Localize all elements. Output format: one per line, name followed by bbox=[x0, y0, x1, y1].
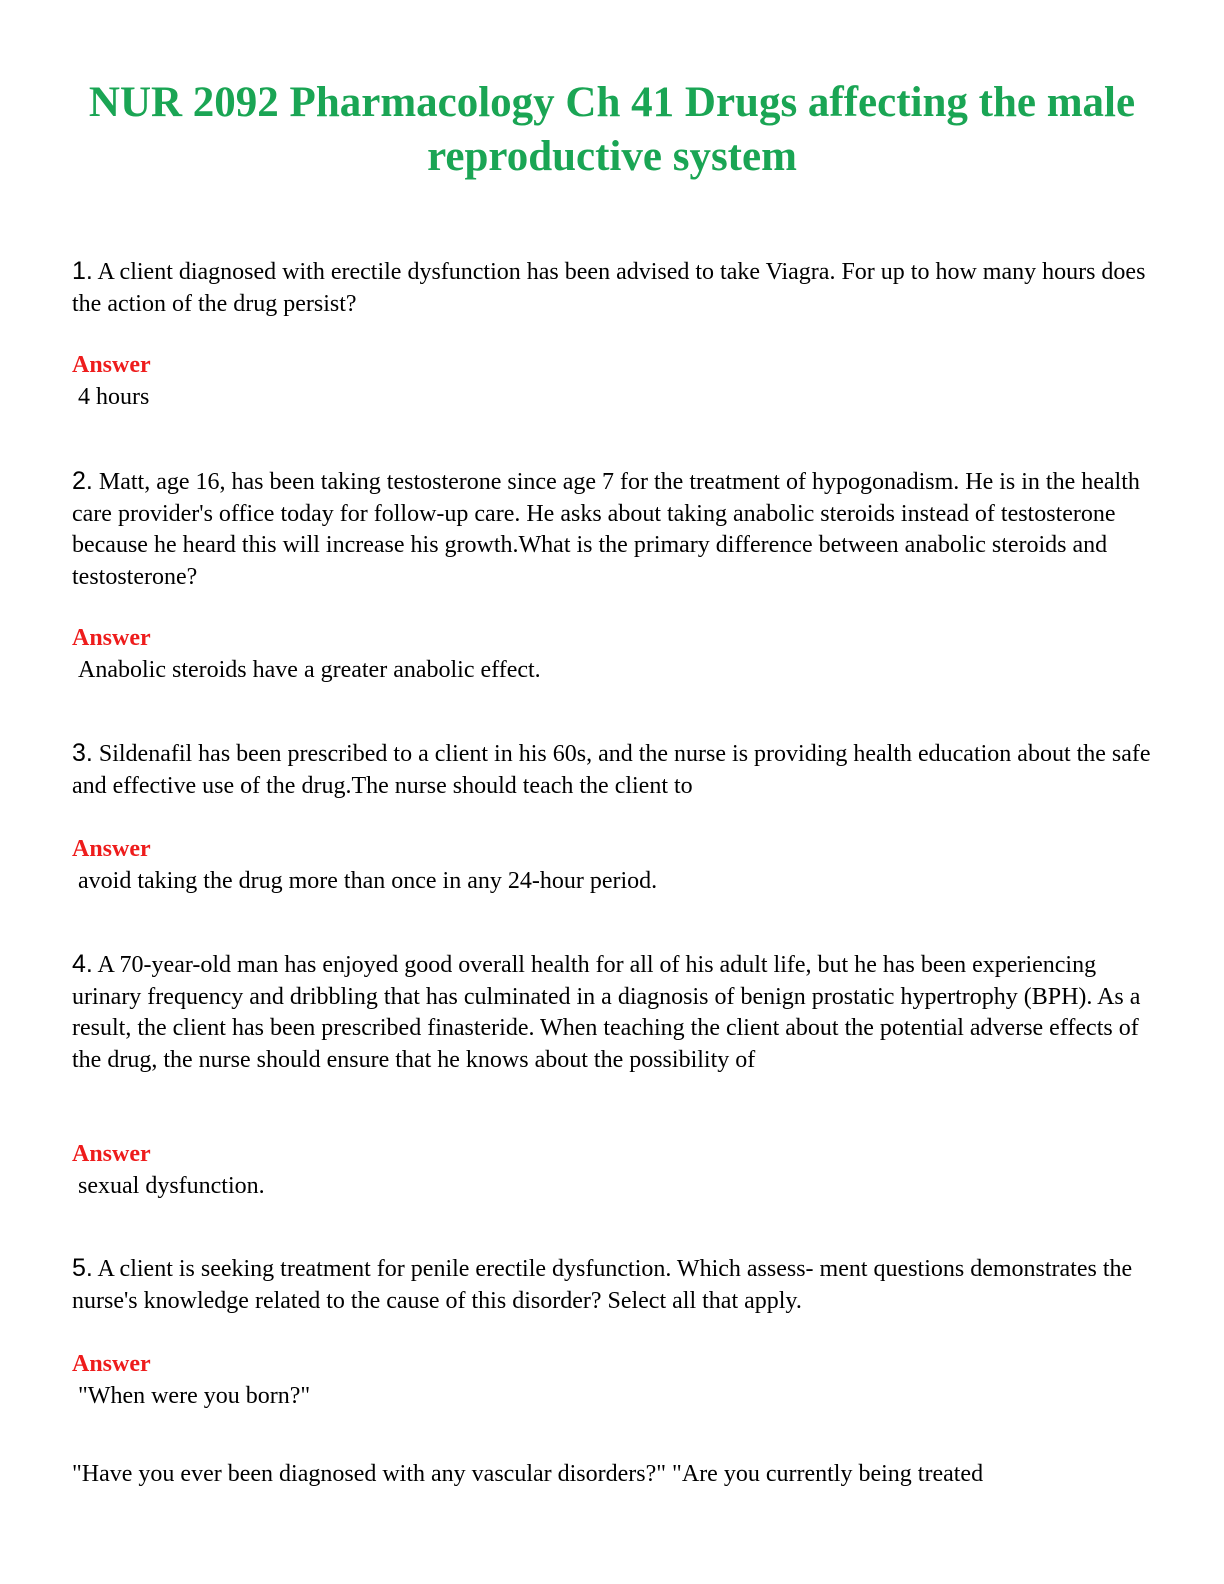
question-number: 3. bbox=[72, 739, 93, 767]
answer-text: Anabolic steroids have a greater anabolic effect. bbox=[78, 657, 541, 683]
answer-text: 4 hours bbox=[78, 384, 150, 410]
question-1 bbox=[72, 256, 1152, 320]
answer-label: Answer bbox=[72, 1141, 151, 1167]
question-number: 1. bbox=[72, 257, 93, 285]
question-4 bbox=[72, 949, 1152, 1076]
question-text: A client diagnosed with erectile dysfunction has been advised to take Viagra. For up to how many hours does the action of the drug persist? bbox=[72, 259, 1146, 317]
answer-label: Answer bbox=[72, 352, 151, 378]
question-text: Matt, age 16, has been taking testosterone since age 7 for the treatment of hypogonadism. He is in the health care provider's office today for follow-up care. He asks about taking anabolic steroids instead of testosterone because he heard this will increase his growth.What is the primary difference between anabolic steroids and testosterone? bbox=[72, 469, 1140, 590]
answer-text-continued: "Have you ever been diagnosed with any vascular disorders?" "Are you currently being treated bbox=[72, 1461, 984, 1487]
answer-label: Answer bbox=[72, 1351, 151, 1377]
answer-text: avoid taking the drug more than once in any 24-hour period. bbox=[78, 868, 658, 894]
answer-label: Answer bbox=[72, 836, 151, 862]
question-5 bbox=[72, 1253, 1152, 1317]
question-number: 4. bbox=[72, 950, 93, 978]
answer-text: sexual dysfunction. bbox=[78, 1173, 265, 1199]
question-number: 2. bbox=[72, 467, 93, 495]
question-2 bbox=[72, 466, 1152, 593]
question-text: A client is seeking treatment for penile erectile dysfunction. Which assess- ment questions demonstrates the nurse's knowledge related to the cause of this disorder? Select all that apply. bbox=[72, 1256, 1133, 1314]
question-3 bbox=[72, 738, 1152, 802]
document-title: NUR 2092 Pharmacology Ch 41 Drugs affecting the male reproductive system bbox=[88, 79, 1136, 180]
answer-text: "When were you born?" bbox=[78, 1383, 311, 1409]
answer-label: Answer bbox=[72, 625, 151, 651]
question-text: A 70-year-old man has enjoyed good overall health for all of his adult life, but he has been experiencing urinary frequency and dribbling that has culminated in a diagnosis of benign prostatic hypertrophy (BPH). As a result, the client has been prescribed finasteride. When teaching the client about the potential adverse effects of the drug, the nurse should ensure that he knows about the possibility of bbox=[72, 952, 1141, 1073]
question-number: 5. bbox=[72, 1254, 93, 1282]
question-text: Sildenafil has been prescribed to a client in his 60s, and the nurse is providing health education about the safe and effective use of the drug.The nurse should teach the client to bbox=[72, 741, 1151, 799]
